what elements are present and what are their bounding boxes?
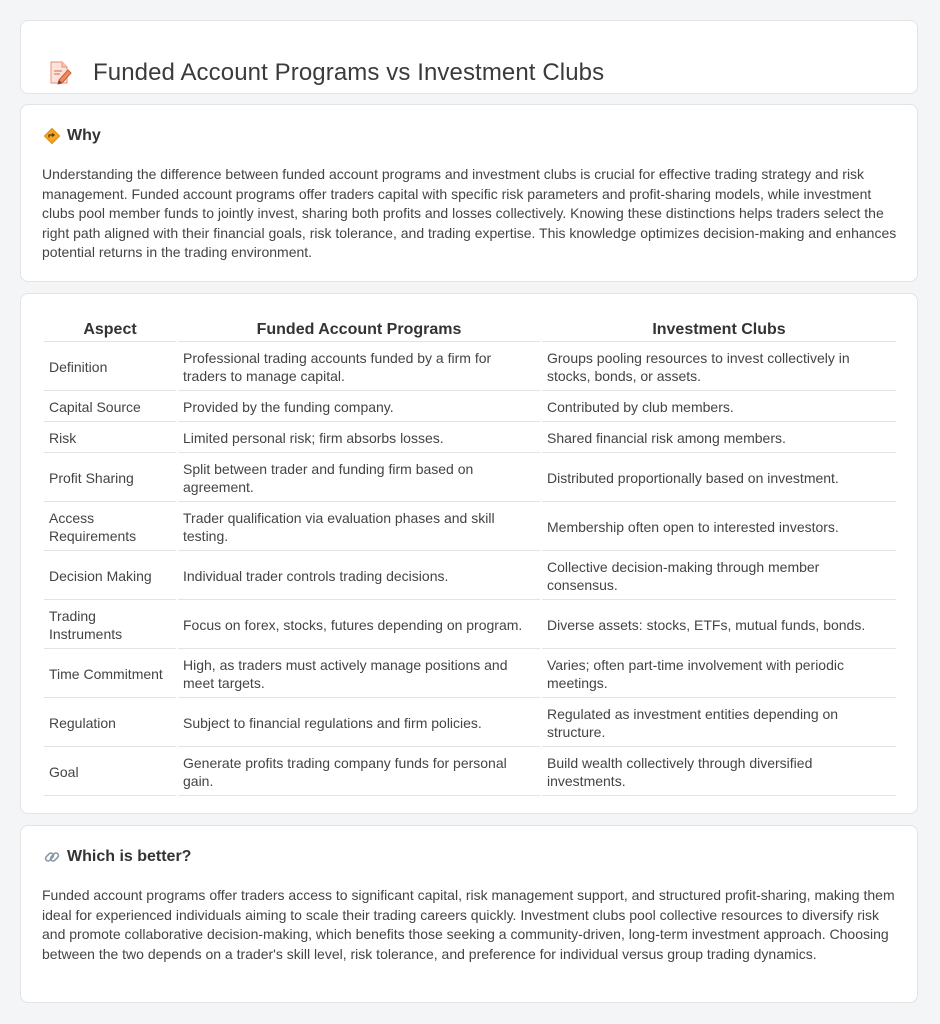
table-row	[44, 749, 896, 796]
row-funded: Subject to financial regulations and firm policies.	[178, 700, 540, 747]
better-heading	[43, 848, 191, 866]
better-title: Which is better?	[67, 848, 192, 865]
table-row	[44, 455, 896, 502]
row-funded: Provided by the funding company.	[178, 393, 540, 422]
row-clubs: Contributed by club members.	[542, 393, 896, 422]
row-aspect: Profit Sharing	[44, 455, 176, 502]
row-aspect: Decision Making	[44, 553, 176, 600]
row-aspect: Definition	[44, 344, 176, 391]
table-row	[44, 553, 896, 600]
row-clubs: Build wealth collectively through diversified investments.	[542, 749, 896, 796]
row-funded: Limited personal risk; firm absorbs losses.	[178, 424, 540, 453]
row-aspect: Access Requirements	[44, 504, 176, 551]
row-aspect: Capital Source	[44, 393, 176, 422]
row-clubs: Shared financial risk among members.	[542, 424, 896, 453]
document-pencil-icon	[47, 59, 73, 87]
table-row	[44, 651, 896, 698]
row-aspect: Trading Instruments	[44, 602, 176, 649]
row-funded: Split between trader and funding firm based on agreement.	[178, 455, 540, 502]
row-clubs: Collective decision-making through member consensus.	[542, 553, 896, 600]
row-funded: High, as traders must actively manage positions and meet targets.	[178, 651, 540, 698]
row-funded: Generate profits trading company funds for personal gain.	[178, 749, 540, 796]
comparison-table	[42, 314, 898, 798]
table-header-row	[44, 316, 896, 342]
row-clubs: Membership often open to interested investors.	[542, 504, 896, 551]
row-funded: Individual trader controls trading decisions.	[178, 553, 540, 600]
title-row	[47, 43, 604, 103]
table-row	[44, 393, 896, 422]
better-body: Funded account programs offer traders access to significant capital, risk management support, and structured profit-sharing, making them ideal for experienced individuals aiming to scale their trading careers quickly. Investment clubs pool collective resources to diversify risk and promote collaborative decision-making, which benefits those seeking a community-driven, long-term investment approach. Choosing between the two depends on a trader's skill level, risk tolerance, and preference for individual versus group trading dynamics.	[42, 887, 895, 962]
link-icon	[43, 848, 61, 866]
header-clubs: Investment Clubs	[542, 316, 896, 342]
row-aspect: Risk	[44, 424, 176, 453]
table-row	[44, 602, 896, 649]
row-clubs: Groups pooling resources to invest collectively in stocks, bonds, or assets.	[542, 344, 896, 391]
row-funded: Professional trading accounts funded by a firm for traders to manage capital.	[178, 344, 540, 391]
row-clubs: Varies; often part-time involvement with periodic meetings.	[542, 651, 896, 698]
row-clubs: Regulated as investment entities depending on structure.	[542, 700, 896, 747]
table-row	[44, 700, 896, 747]
why-heading	[43, 127, 101, 145]
diamond-sign-icon	[43, 127, 61, 145]
header-aspect: Aspect	[44, 316, 176, 342]
row-clubs: Distributed proportionally based on investment.	[542, 455, 896, 502]
title-card	[20, 20, 918, 94]
row-aspect: Time Commitment	[44, 651, 176, 698]
row-aspect: Regulation	[44, 700, 176, 747]
row-aspect: Goal	[44, 749, 176, 796]
header-funded: Funded Account Programs	[178, 316, 540, 342]
page-title: Funded Account Programs vs Investment Clubs	[93, 59, 605, 87]
row-funded: Trader qualification via evaluation phases and skill testing.	[178, 504, 540, 551]
row-clubs: Diverse assets: stocks, ETFs, mutual funds, bonds.	[542, 602, 896, 649]
table-row	[44, 424, 896, 453]
row-funded: Focus on forex, stocks, futures depending on program.	[178, 602, 540, 649]
table-row	[44, 504, 896, 551]
why-body: Understanding the difference between funded account programs and investment clubs is crucial for effective trading strategy and risk management. Funded account programs offer traders capital with specific risk parameters and profit-sharing models, while investment clubs pool member funds to jointly invest, sharing both profits and losses collectively. Knowing these distinctions helps traders select the right path aligned with their financial goals, risk tolerance, and trading expertise. This knowledge optimizes decision-making and enhances potential returns in the trading environment.	[42, 166, 897, 261]
why-section	[20, 104, 918, 282]
comparison-table-card	[20, 293, 918, 814]
why-title: Why	[67, 127, 101, 144]
table-row	[44, 344, 896, 391]
which-is-better-section	[20, 825, 918, 1003]
